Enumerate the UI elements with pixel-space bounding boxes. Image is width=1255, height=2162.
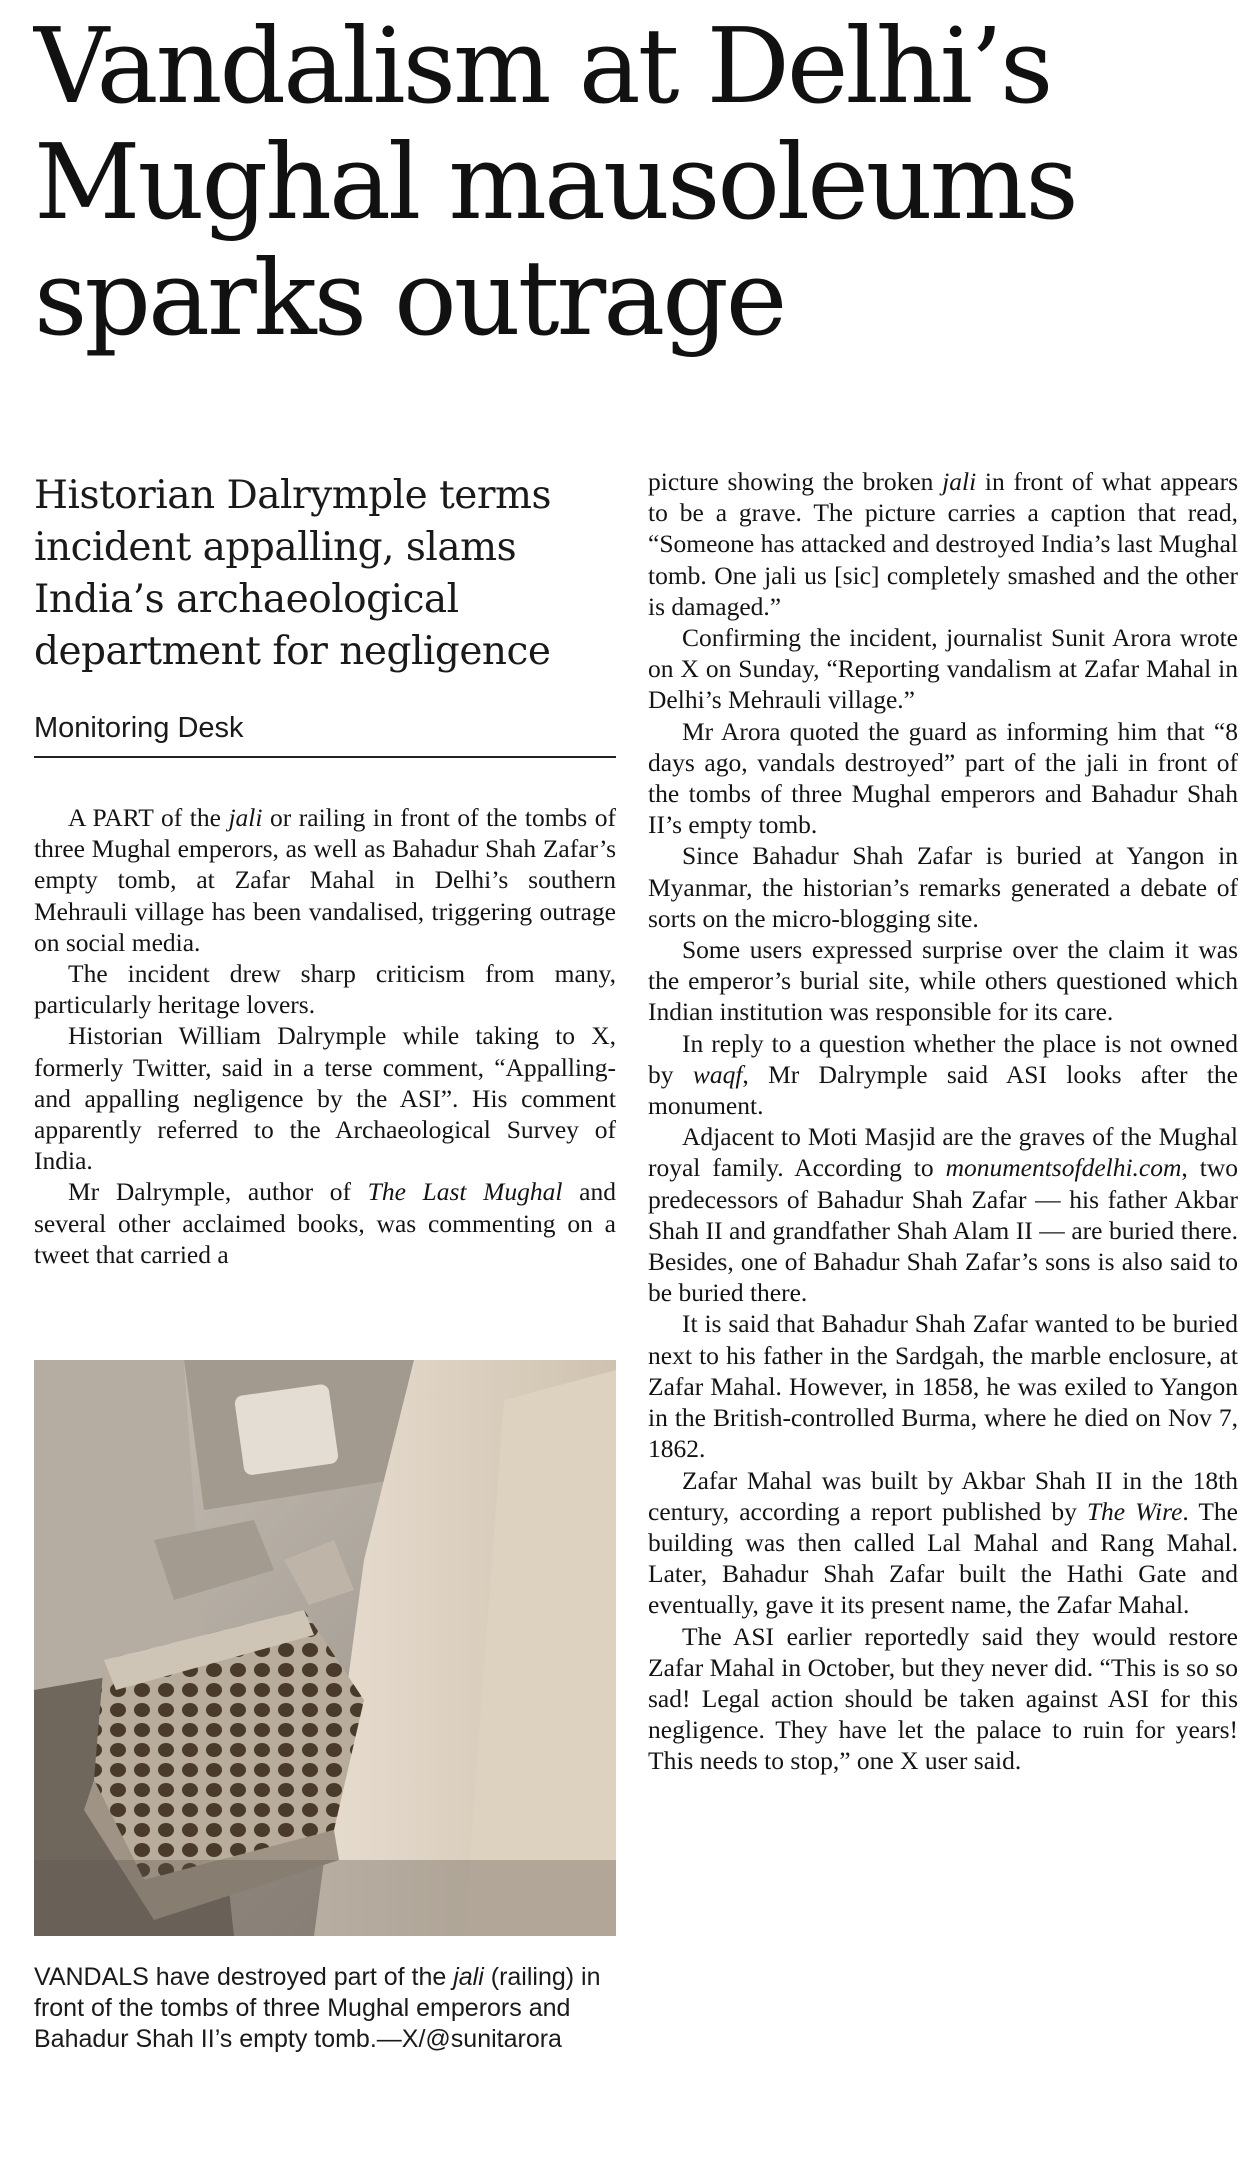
headline-line: Mughal mausoleums [34, 121, 1076, 243]
headline-line: Vandalism at Delhi’s [34, 5, 1051, 127]
subheadline-line: India’s archaeological [34, 577, 459, 622]
paragraph: Zafar Mahal was built by Akbar Shah II in the 18th century, according a report published by The Wire. The building was then called Lal Mahal and Rang Mahal. Later, Bahadur Shah Zafar built the Hathi Gate and eventually, gave it its present name, the Zafar Mahal. [648, 1465, 1238, 1620]
paragraph: Since Bahadur Shah Zafar is buried at Yangon in Myanmar, the historian’s remarks generated a debate of sorts on the micro-blogging site. [648, 841, 1238, 933]
paragraph: Confirming the incident, journalist Sunit Arora wrote on X on Sunday, “Reporting vandalism at Zafar Mahal in Delhi’s Mehrauli village.” [648, 623, 1238, 715]
paragraph: A PART of the jali or railing in front of the tombs of three Mughal emperors, as well as Bahadur Shah Zafar’s empty tomb, at Zafar Mahal in Delhi’s southern Mehrauli village has been vandalised, triggering outrage on social media. [34, 803, 616, 957]
news-photo-broken-jali [34, 1360, 616, 1936]
subheadline-line: Historian Dalrymple terms [34, 473, 551, 518]
paragraph: Adjacent to Moti Masjid are the graves of the Mughal royal family. According to monumentsofdelhi.com, two predecessors of Bahadur Shah Zafar — his father Akbar Shah II and grandfather Shah Alam II — are buried there. Besides, one of Bahadur Shah Zafar’s sons is also said to be buried there. [648, 1122, 1239, 1308]
subheadline [34, 470, 624, 678]
paragraph: In reply to a question whether the place is not owned by waqf, Mr Dalrymple said ASI looks after the monument. [648, 1028, 1239, 1121]
paragraph: It is said that Bahadur Shah Zafar wanted to be buried next to his father in the Sardgah, the marble enclosure, at Zafar Mahal. However, in 1858, he was exiled to Yangon in the British-controlled Burma, where he died on Nov 7, 1862. [648, 1309, 1238, 1464]
byline-divider [34, 756, 616, 758]
subheadline-line: department for negligence [34, 629, 551, 674]
paragraph: Some users expressed surprise over the claim it was the emperor’s burial site, while others questioned which Indian institution was responsible for its care. [648, 935, 1238, 1027]
paragraph: Historian William Dalrymple while taking to X, formerly Twitter, said in a terse comment, “Appalling- and appalling negligence by the ASI”. His comment apparently referred to the Archaeological Survey of India. [34, 1021, 616, 1176]
paragraph: Mr Dalrymple, author of The Last Mughal and several other acclaimed books, was commenting on a tweet that carried a [34, 1177, 616, 1269]
byline: Monitoring Desk [34, 712, 244, 744]
headline-line: sparks outrage [34, 237, 785, 359]
headline [34, 5, 1234, 359]
paragraph: The incident drew sharp criticism from many, particularly heritage lovers. [34, 959, 616, 1020]
article-column-right [648, 466, 1238, 1777]
photo-illustration [34, 1360, 616, 1936]
subheadline-line: incident appalling, slams [34, 525, 517, 570]
paragraph: Mr Arora quoted the guard as informing him that “8 days ago, vandals destroyed” part of the jali in front of the tombs of three Mughal emperors and Bahadur Shah II’s empty tomb. [648, 716, 1238, 840]
article-column-left [34, 802, 616, 1270]
photo-caption: VANDALS have destroyed part of the jali (railing) in front of the tombs of three Mughal emperors and Bahadur Shah II’s empty tomb.—X/@sunitarora [34, 1963, 601, 2053]
paragraph: The ASI earlier reportedly said they would restore Zafar Mahal in October, but they never did. “This is so so sad! Legal action should be taken against ASI for this negligence. They have let the palace to ruin for years! This needs to stop,” one X user said. [648, 1621, 1238, 1776]
paragraph: picture showing the broken jali in front of what appears to be a grave. The picture carries a caption that read, “Someone has attacked and destroyed India’s last Mughal tomb. One jali us [sic] completely smashed and the other is damaged.” [648, 467, 1238, 621]
